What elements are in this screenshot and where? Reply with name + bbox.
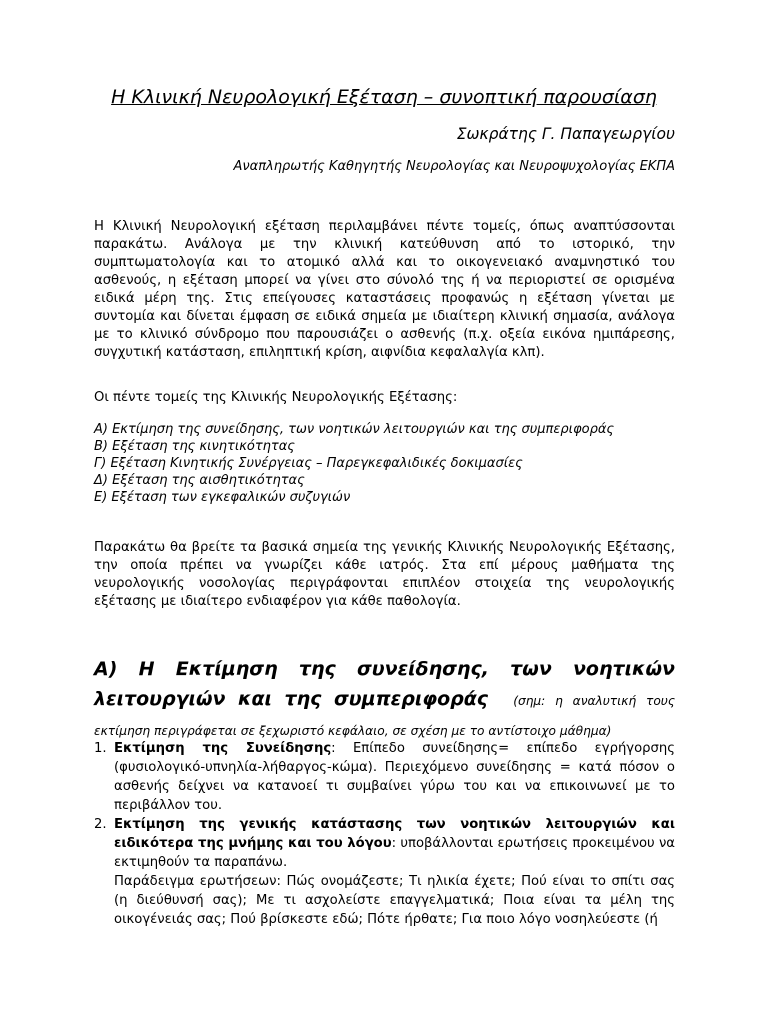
item-number: 1. bbox=[94, 741, 107, 756]
second-paragraph: Παρακάτω θα βρείτε τα βασικά σημεία της γενικής Κλινικής Νευρολογικής Εξέτασης, την οποία πρέπει να γνωρίζει κάθε ιατρός. Στα επί μέρους μαθήματα της νευρολογικής νοσολογίας περιγράφονται επιπλέον στοιχεία της νευρολογικής εξέτασης με ιδιαίτερο ενδιαφέρον για κάθε παθολογία. bbox=[94, 540, 675, 609]
intro-paragraph: Η Κλινική Νευρολογική εξέταση περιλαμβάνει πέντε τομείς, όπως αναπτύσσονται παρακάτω. Ανάλογα με την κλινική κατεύθυνση από το ιστορικό, την συμπτωματολογία και το ατομικό αλλά και το οικογενειακό αναμνηστικό του ασθενούς, η εξέταση μπορεί να γίνει στο σύνολό της ή να περιοριστεί σε ορισμένα ειδικά μέρη της. Στις επείγουσες καταστάσεις προφανώς η εξέταση γίνεται με συντομία και δίνεται έμφαση σε ειδικά σημεία με ιδιαίτερη κλινική σημασία, ανάλογα με το κλινικό σύνδρομο που παρουσιάζει ο ασθενής (π.χ. οξεία εικόνα ημιπάρεσης, συγχυτική κατάσταση, επιληπτική κρίση, αιφνίδια κεφαλαλγία κλπ). bbox=[94, 219, 675, 360]
section-a-heading bbox=[94, 654, 675, 744]
sector-item: Β) Εξέταση της κινητικότητας bbox=[94, 439, 295, 454]
sector-item: Ε) Εξέταση των εγκεφαλικών συζυγιών bbox=[94, 490, 351, 505]
sector-item: Α) Εκτίμηση της συνείδησης, των νοητικών λειτουργιών και της συμπεριφοράς bbox=[94, 422, 615, 437]
item-text: : Επίπεδο συνείδησης= επίπεδο εγρήγορσης (φυσιολογικό-υπνηλία-λήθαργος-κώμα). Περιεχόμενο συνείδησης = κατά πόσον ο ασθενής δείχνει να κατανοεί τι συμβαίνει γύρω του και να επικοινωνεί με το περιβάλλον του. bbox=[114, 741, 675, 813]
author-name: Σωκράτης Γ. Παπαγεωργίου bbox=[456, 125, 675, 143]
numbered-list bbox=[94, 739, 675, 929]
sector-item: Γ) Εξέταση Κινητικής Συνέργειας – Παρεγκεφαλιδικές δοκιμασίες bbox=[94, 456, 523, 471]
sectors-lead: Οι πέντε τομείς της Κλινικής Νευρολογικής Εξέτασης: bbox=[94, 390, 458, 405]
item-text: : υποβάλλονται ερωτήσεις προκειμένου να εκτιμηθούν τα παραπάνω. bbox=[114, 836, 675, 870]
item-bold-title: Εκτίμηση της γενικής κατάστασης των νοητικών λειτουργιών και ειδικότερα της μνήμης και του λόγου bbox=[114, 817, 675, 851]
author-affiliation: Αναπληρωτής Καθηγητής Νευρολογίας και Νευροψυχολογίας ΕΚΠΑ bbox=[233, 159, 675, 174]
numbered-item bbox=[94, 739, 675, 815]
section-a-note: (σημ: η αναλυτική τους εκτίμηση περιγράφεται σε ξεχωριστό κεφάλαιο, σε σχέση με το αντίστοιχο μάθημα) bbox=[94, 694, 676, 738]
section-a-title: Α) Η Εκτίμηση της συνείδησης, των νοητικών λειτουργιών και της συμπεριφοράς bbox=[94, 658, 675, 710]
sectors-list bbox=[94, 421, 614, 506]
sector-item: Δ) Εξέταση της αισθητικότητας bbox=[94, 473, 305, 488]
item-example: Παράδειγμα ερωτήσεων: Πώς ονομάζεστε; Τι ηλικία έχετε; Πού είναι το σπίτι σας (η διεύθυνσή σας); Με τι ασχολείστε επαγγελματικά; Ποια είναι τα μέλη της οικογένειάς σας; Πού βρίσκεστε εδώ; Πότε ήρθατε; Για ποιο λόγο νοσηλεύεστε (ή bbox=[114, 874, 675, 927]
item-bold-title: Εκτίμηση της Συνείδησης bbox=[114, 741, 332, 756]
item-number: 2. bbox=[94, 817, 107, 832]
document-title: Η Κλινική Νευρολογική Εξέταση – συνοπτική παρουσίαση bbox=[111, 86, 657, 108]
numbered-item bbox=[94, 815, 675, 929]
